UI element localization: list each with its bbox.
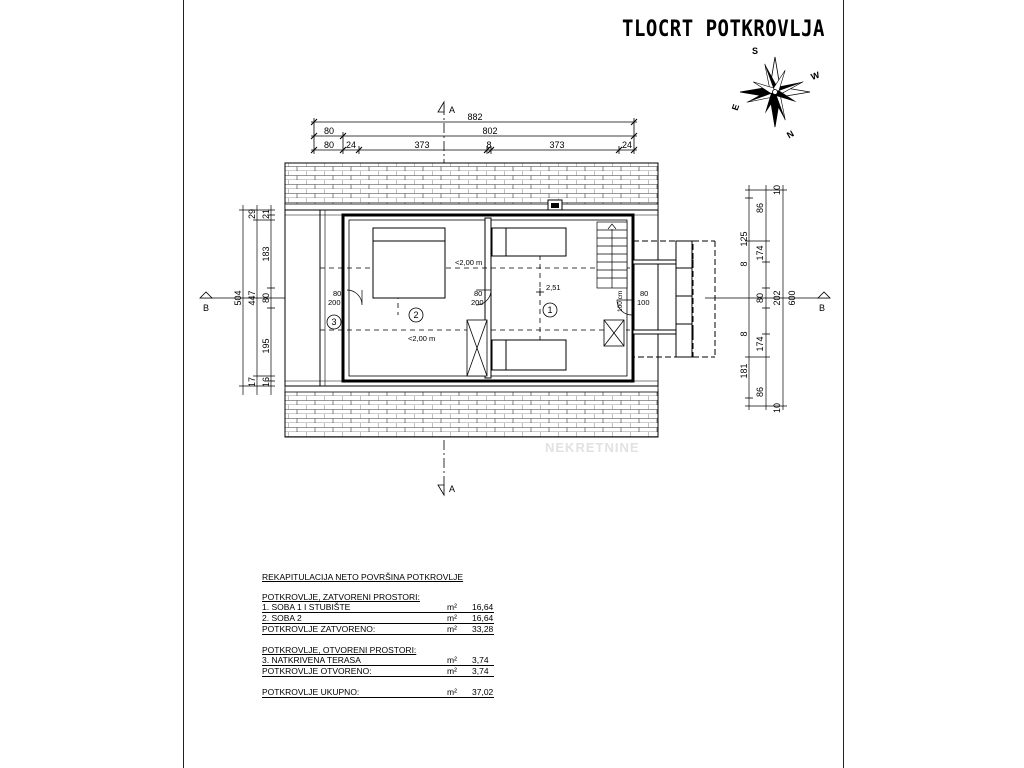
dim-right-86-b: 86 — [755, 386, 765, 398]
section-b-label-right: B — [819, 303, 826, 313]
section-marker-a-bottom — [438, 440, 444, 495]
compass-rose-icon — [737, 54, 814, 131]
dim-right-174-b: 174 — [755, 336, 765, 352]
compass-label-s: S — [752, 46, 759, 56]
dim-right-181: 181 — [739, 363, 749, 379]
roof-tiles-top — [285, 163, 658, 210]
dim-right-8-a: 8 — [739, 261, 749, 267]
room-number-1: 1 — [547, 305, 553, 315]
height-label-a: <2,00 m — [455, 258, 483, 267]
recap-closed-heading: POTKROVLJE, ZATVORENI PROSTORI: — [262, 592, 420, 602]
compass-label-n: N — [785, 128, 796, 141]
roof-eave-bottom — [285, 386, 658, 392]
dim-top-24-a: 24 — [345, 140, 357, 150]
dim-top-24-b: 24 — [621, 140, 633, 150]
recap-row-soba2: 2. SOBA 2 m² 16,64 — [262, 613, 494, 623]
recap-row-soba1: 1. SOBA 1 I STUBIŠTE m² 16,64 — [262, 602, 494, 612]
door-a-width: 80 — [333, 289, 342, 298]
drawing-title: TLOCRT POTKROVLJA — [622, 16, 825, 42]
dim-top-373-b: 373 — [549, 140, 565, 150]
dim-top-80-b: 80 — [323, 140, 335, 150]
dim-top-80-a: 80 — [323, 126, 335, 136]
window-width-label: 100 cm — [617, 290, 624, 312]
dim-left-21: 21 — [261, 208, 271, 220]
dim-right-174-a: 174 — [755, 245, 765, 261]
watermark-text: NEKRETNINE — [545, 440, 640, 455]
staircase — [597, 222, 627, 288]
section-marker-b-right — [705, 292, 830, 298]
recap-row-terasa: 3. NATKRIVENA TERASA m² 3,74 — [262, 655, 494, 666]
section-a-label-bottom: A — [449, 484, 456, 494]
dim-left-447: 447 — [247, 290, 257, 306]
roof-eave-top — [285, 204, 658, 210]
dim-right-10-a: 10 — [772, 184, 782, 196]
dim-top-373-a: 373 — [414, 140, 430, 150]
dim-left-17: 17 — [247, 376, 257, 388]
area-recap-table — [262, 572, 494, 698]
roof-tiles-bottom — [285, 390, 658, 437]
ceiling-height-label: 2,51 — [546, 283, 561, 292]
dim-right-125: 125 — [739, 231, 749, 247]
dim-top-total: 882 — [467, 112, 483, 122]
dim-right-600: 600 — [787, 290, 797, 306]
dim-left-195: 195 — [261, 338, 271, 354]
section-a-label-top: A — [449, 105, 456, 115]
section-b-label-left: B — [203, 303, 210, 313]
compass-label-w: W — [809, 69, 821, 83]
recap-open-heading: POTKROVLJE, OTVORENI PROSTORI: — [262, 645, 417, 655]
recap-heading: REKAPITULACIJA NETO POVRŠINA POTKROVLJE — [262, 572, 464, 582]
room-number-3: 3 — [331, 317, 337, 327]
recap-row-open-total: POTKROVLJE OTVORENO: m² 3,74 — [262, 666, 494, 677]
compass-label-e: E — [729, 102, 742, 112]
door-b-height: 200 — [471, 298, 484, 307]
recap-row-closed-total: POTKROVLJE ZATVORENO: m² 33,28 — [262, 624, 494, 634]
room-number-2: 2 — [413, 310, 419, 320]
dim-top-8: 8 — [486, 140, 492, 150]
door-a-height: 200 — [328, 298, 341, 307]
dim-left-29: 29 — [247, 208, 257, 220]
dim-top-mid: 802 — [482, 126, 498, 136]
dim-left-80: 80 — [261, 292, 271, 304]
dim-right-202: 202 — [772, 290, 782, 306]
dim-right-80: 80 — [755, 292, 765, 304]
top-dimension-lines — [311, 118, 637, 154]
dim-right-86-a: 86 — [755, 202, 765, 214]
door-c-width: 80 — [640, 289, 649, 298]
dim-right-10-b: 10 — [772, 402, 782, 414]
dim-left-183: 183 — [261, 246, 271, 262]
dim-right-8-b: 8 — [739, 331, 749, 337]
height-label-b: <2,00 m — [408, 334, 436, 343]
dim-left-16: 16 — [261, 376, 271, 388]
door-c-height: 100 — [637, 298, 650, 307]
dim-left-504: 504 — [233, 290, 243, 306]
recap-row-grand-total: POTKROVLJE UKUPNO: m² 37,02 — [262, 687, 494, 697]
door-b-width: 80 — [474, 289, 483, 298]
